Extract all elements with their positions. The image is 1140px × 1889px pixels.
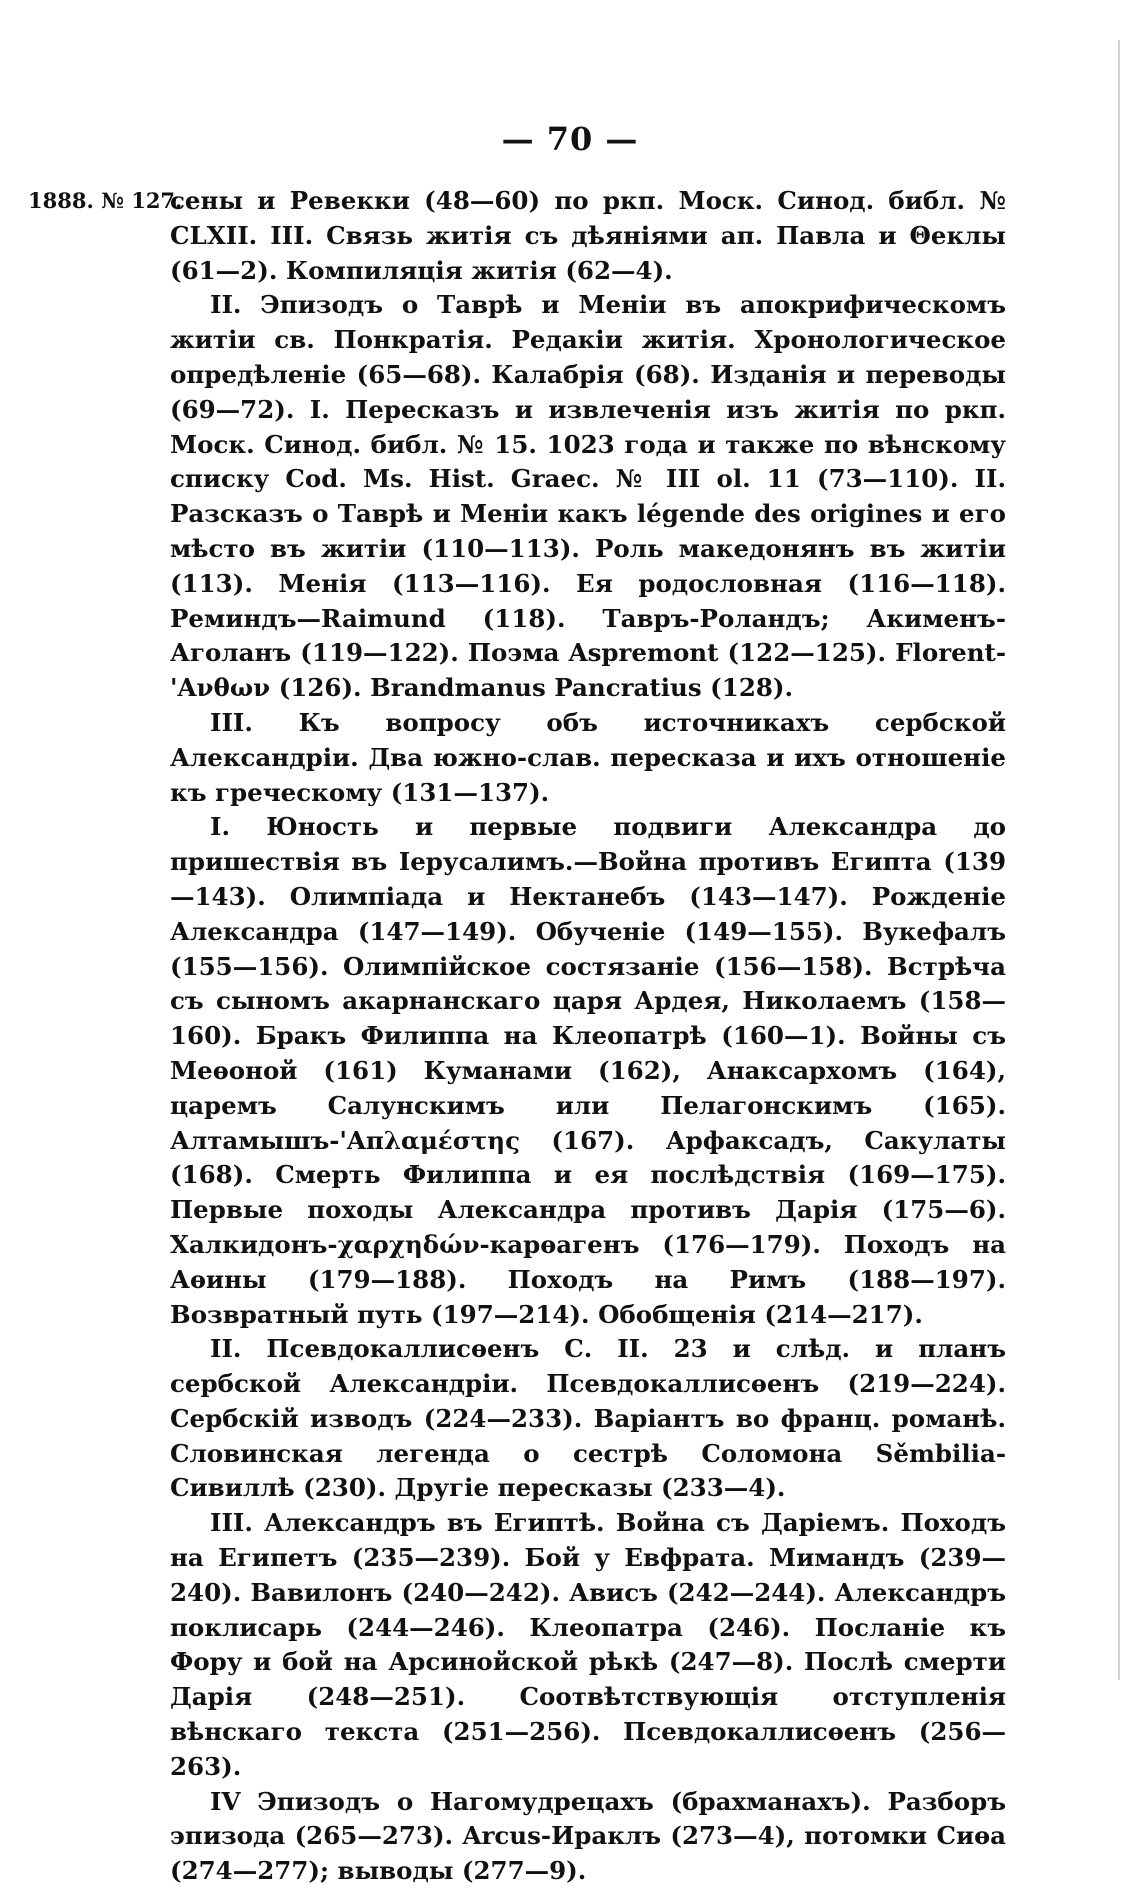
page-edge-rule [1118,40,1120,1680]
paragraph: III. Александръ въ Египтѣ. Война съ Даріемъ. Походъ на Египетъ (235—239). Бой у Евфрата. Мимандъ (239—240). Вавилонъ (240—242). Ависъ (242—244). Александръ поклисарь (244—246). Клеопатра (246). Посланіе къ Фору и бой на Арсинойской рѣкѣ (247—8). Послѣ смерти Дарія (248—251). Соотвѣтствующія отступленія вѣнскаго текста (251—256). Псевдокаллисѳенъ (256—263). [170,1508,1006,1781]
margin-reference: 1888. № 127. [28,188,183,213]
page-number: — 70 — [501,120,639,158]
paragraph: IV Эпизодъ о Нагомудрецахъ (брахманахъ). Разборъ эпизода (265—273). Arcus-Ираклъ (273—4), потомки Сиѳа (274—277); выводы (277—9). [170,1786,1006,1886]
paragraph: II. Эпизодъ о Таврѣ и Меніи въ апокрифическомъ житіи св. Понкратія. Редакіи житія. Хронологическое опредѣленіе (65—68). Калабрія (68). Изданія и переводы (69—72). I. Пересказъ и извлеченія изъ житія по ркп. Моск. Синод. библ. № 15. 1023 года и также по вѣнскому списку Cod. Ms. Hist. Graec. № III ol. 11 (73—110). II. Разсказъ о Таврѣ и Меніи какъ légende des origines и его мѣсто въ житіи (110—113). Роль македонянъ въ житіи (113). Менія (113—116). Ея родословная (116—118). Реминдъ—Raimund (118). Тавръ-Роландъ; Акименъ-Аголанъ (119—122). Поэма Aspremont (122—125). Florent-'Ανθων (126). Brandmanus Pancratius (128). [170,290,1006,703]
paragraph: I. Юность и первые подвиги Александра до пришествія въ Іерусалимъ.—Война противъ Египта (139—143). Олимпіада и Нектанебъ (143—147). Рожденіе Александра (147—149). Обученіе (149—155). Вукефалъ (155—156). Олимпійское состязаніе (156—158). Встрѣча съ сыномъ акарнанскаго царя Ардея, Николаемъ (158—160). Бракъ Филиппа на Клеопатрѣ (160—1). Войны съ Меѳоной (161) Куманами (162), Анаксархомъ (164), царемъ Салунскимъ или Пелагонскимъ (165). Алтамышъ-'Απλαμέστης (167). Арфаксадъ, Сакулаты (168). Смерть Филиппа и ея послѣдствія (169—175). Первые походы Александра противъ Дарія (175—6). Халкидонъ-χαρχηδών-карѳагенъ (176—179). Походъ на Аѳины (179—188). Походъ на Римъ (188—197). Возвратный путь (197—214). Обобщенія (214—217). [170,812,1006,1329]
paragraph: II. Псевдокаллисѳенъ С. II. 23 и слѣд. и планъ сербской Александріи. Псевдокаллисѳенъ (219—224). Сербскій изводъ (224—233). Варіантъ во франц. романѣ. Словинская легенда о сестрѣ Соломона Sěmbilia-Сивиллѣ (230). Другіе пересказы (233—4). [170,1334,1006,1503]
paragraph: III. Къ вопросу объ источникахъ сербской Александріи. Два южно-слав. пересказа и ихъ отношеніе къ греческому (131—137). [170,707,1006,807]
paragraph: сены и Ревекки (48—60) по ркп. Моск. Синод. библ. № CLXII. III. Связь житія съ дѣяніями ап. Павла и Θеклы (61—2). Компиляція житія (62—4). [170,186,1006,285]
body-text [170,184,1006,1889]
